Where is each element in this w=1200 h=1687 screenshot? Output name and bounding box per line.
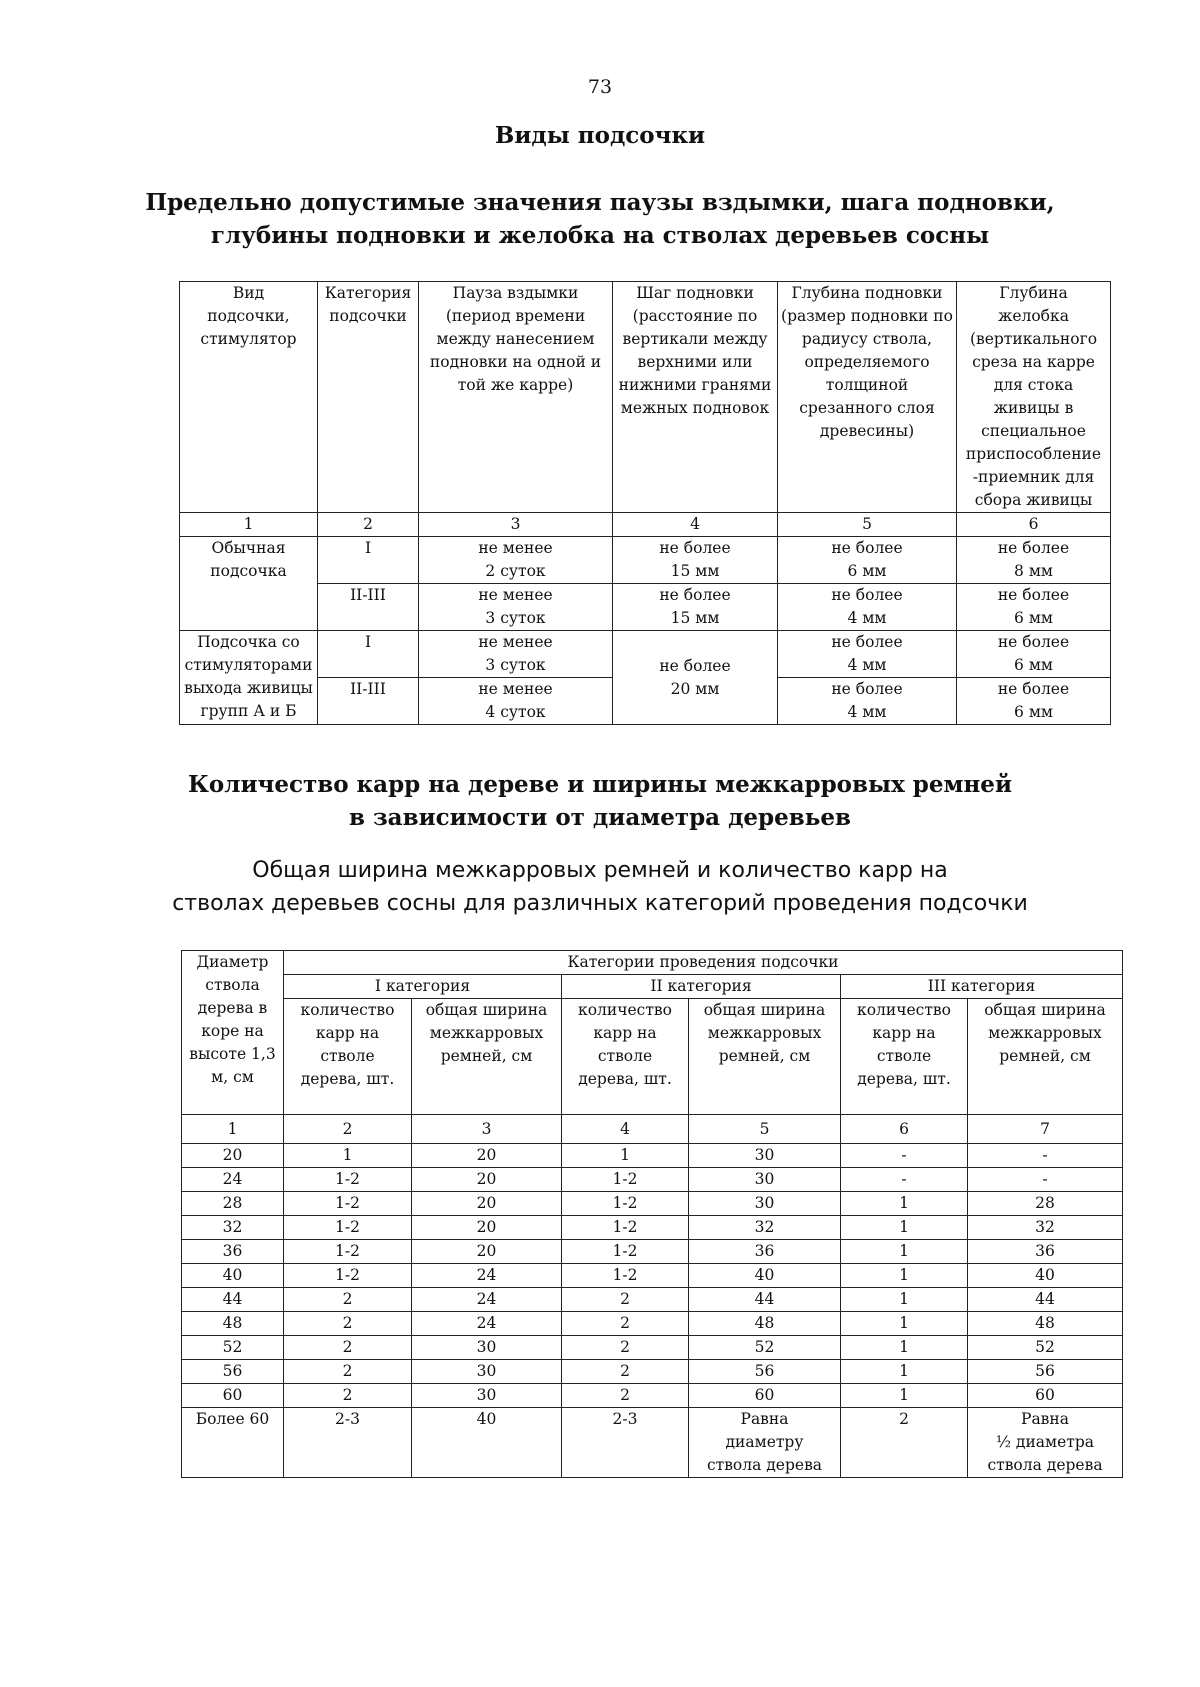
table-cell: 30 [412,1384,562,1408]
diameter-cell: Более 60 [182,1408,284,1478]
pause-cell: не менее 4 суток [419,678,613,725]
pause-cell: не менее 3 суток [419,584,613,631]
table-cell: 2 [284,1360,412,1384]
groove-cell: не более 6 мм [957,678,1111,725]
table-cell: 24 [412,1288,562,1312]
table-cell: 40 [968,1264,1123,1288]
diameter-cell: 32 [182,1216,284,1240]
table2-category-row [182,975,1123,999]
width-header: общая ширина межкарровых ремней, см [689,999,841,1115]
table-cell: 24 [412,1264,562,1288]
table-cell: 56 [689,1360,841,1384]
table-cell: 52 [689,1336,841,1360]
group-label-stimulated: Подсочка со стимуляторами выхода живицы групп А и Б [180,631,318,725]
category-cell: II-III [318,678,419,725]
table-cell: 2 [562,1360,689,1384]
table-cell: 1 [841,1288,968,1312]
table-cell: 1-2 [562,1168,689,1192]
category-cell: I [318,631,419,678]
table-cell: 30 [412,1360,562,1384]
depth-cell: не более 4 мм [778,631,957,678]
step-cell: не более 15 мм [613,537,778,584]
step-cell: не более 20 мм [613,631,778,725]
table-cell: 1 [841,1360,968,1384]
table-cell: 1-2 [284,1168,412,1192]
table-cell: 20 [412,1144,562,1168]
column-number: 1 [180,513,318,537]
diameter-cell: 28 [182,1192,284,1216]
diameter-cell: 52 [182,1336,284,1360]
table-cell: 1 [841,1336,968,1360]
table-cell: 2 [284,1384,412,1408]
table-cell: 40 [412,1408,562,1478]
diameter-cell: 24 [182,1168,284,1192]
table-cell: 2 [284,1288,412,1312]
diameter-header: Диаметр ствола дерева в коре на высоте 1,3 м, см [182,951,284,1115]
table-cell: 1-2 [562,1216,689,1240]
table-cell: 1 [841,1192,968,1216]
table-cell: 1-2 [284,1192,412,1216]
table-cell: 2-3 [284,1408,412,1478]
column-number: 4 [613,513,778,537]
table-row [182,1144,1123,1168]
table1-number-row [180,513,1111,537]
table-cell: Равна диаметру ствола дерева [689,1408,841,1478]
category-name-header: III категория [841,975,1123,999]
diameter-cell: 48 [182,1312,284,1336]
table-cell: 1-2 [284,1240,412,1264]
table-cell: 2 [284,1336,412,1360]
table2-title-line2: в зависимости от диаметра деревьев [349,804,851,831]
table-cell: 48 [968,1312,1123,1336]
table-cell: 36 [689,1240,841,1264]
column-number: 2 [284,1115,412,1144]
table-cell: - [841,1144,968,1168]
column-number: 7 [968,1115,1123,1144]
pause-cell: не менее 2 суток [419,537,613,584]
diameter-cell: 40 [182,1264,284,1288]
carr-count-table [181,950,1123,1478]
table-cell: 1-2 [284,1216,412,1240]
pause-cell: не менее 3 суток [419,631,613,678]
table-cell: 1 [284,1144,412,1168]
table2-number-row [182,1115,1123,1144]
category-name-header: I категория [284,975,562,999]
depth-cell: не более 4 мм [778,678,957,725]
table1-title-line1: Предельно допустимые значения паузы вздымки, шага подновки, [145,189,1055,216]
groove-cell: не более 6 мм [957,584,1111,631]
group-label-ordinary: Обычная подсочка [180,537,318,631]
column-number: 2 [318,513,419,537]
table1-header-cell: Вид подсочки, стимулятор [180,282,318,513]
groove-cell: не более 8 мм [957,537,1111,584]
table-cell: 52 [968,1336,1123,1360]
table-cell: 1 [841,1264,968,1288]
table-row [182,1264,1123,1288]
count-header: количество карр на стволе дерева, шт. [562,999,689,1115]
diameter-cell: 60 [182,1384,284,1408]
width-header: общая ширина межкарровых ремней, см [968,999,1123,1115]
categories-header: Категории проведения подсочки [284,951,1123,975]
table-cell: 30 [412,1336,562,1360]
table-cell: - [968,1168,1123,1192]
table-row [182,1384,1123,1408]
table-cell: 20 [412,1240,562,1264]
table-cell: 2 [841,1408,968,1478]
width-header: общая ширина межкарровых ремней, см [412,999,562,1115]
table-row [182,1360,1123,1384]
table2-subtitle-line1: Общая ширина межкарровых ремней и количество карр на [252,858,948,883]
table-cell: 30 [689,1168,841,1192]
table1-header-cell: Шаг подновки (расстояние по вертикали между верхними или нижними гранями межных подновок [613,282,778,513]
table-cell: 36 [968,1240,1123,1264]
table-cell: 2 [284,1312,412,1336]
table-row [182,1336,1123,1360]
table-row [182,1192,1123,1216]
table-cell: 1 [841,1216,968,1240]
table-row [180,631,1111,678]
table-cell: 2 [562,1384,689,1408]
table-cell: 1-2 [562,1192,689,1216]
table2-subtitle-line2: стволах деревьев сосны для различных категорий проведения подсочки [172,891,1028,916]
count-header: количество карр на стволе дерева, шт. [841,999,968,1115]
table2-header-row [182,951,1123,975]
table1-header-cell: Пауза вздымки (период времени между нанесением подновки на одной и той же карре) [419,282,613,513]
table1-title-line2: глубины подновки и желобка на стволах деревьев сосны [210,222,990,249]
column-number: 6 [841,1115,968,1144]
table-row [182,1240,1123,1264]
table-row [180,537,1111,584]
table-cell: 48 [689,1312,841,1336]
table-cell: 1 [841,1312,968,1336]
table-cell: Равна ½ диаметра ствола дерева [968,1408,1123,1478]
groove-cell: не более 6 мм [957,631,1111,678]
category-name-header: II категория [562,975,841,999]
diameter-cell: 36 [182,1240,284,1264]
table-cell: 1 [841,1384,968,1408]
table-cell: 32 [689,1216,841,1240]
column-number: 5 [778,513,957,537]
table-cell: 28 [968,1192,1123,1216]
column-number: 3 [412,1115,562,1144]
table2-title-line1: Количество карр на дереве и ширины межкарровых ремней [187,771,1013,798]
table1-header-cell: Глубина подновки (размер подновки по радиусу ствола, определяемого толщиной срезанного слоя древесины) [778,282,957,513]
column-number: 4 [562,1115,689,1144]
column-number: 6 [957,513,1111,537]
category-cell: II-III [318,584,419,631]
table-cell: 40 [689,1264,841,1288]
table-cell: 32 [968,1216,1123,1240]
table-cell: 1-2 [562,1240,689,1264]
table2-subheader-row [182,999,1123,1115]
table-cell: 44 [689,1288,841,1312]
table-cell: 30 [689,1144,841,1168]
table-cell: 20 [412,1216,562,1240]
table-cell: 56 [968,1360,1123,1384]
table-cell: 2-3 [562,1408,689,1478]
depth-cell: не более 6 мм [778,537,957,584]
table2-body [182,1144,1123,1478]
table-cell: 1 [841,1240,968,1264]
diameter-cell: 20 [182,1144,284,1168]
table1-header-row [180,282,1111,513]
count-header: количество карр на стволе дерева, шт. [284,999,412,1115]
table1-header-cell: Категория подсочки [318,282,419,513]
table-row [182,1168,1123,1192]
table-cell: 2 [562,1312,689,1336]
step-cell: не более 15 мм [613,584,778,631]
table-row [182,1312,1123,1336]
table-cell: 1 [562,1144,689,1168]
pause-limits-table [179,281,1111,725]
section-title: Виды подсочки [494,122,706,149]
table-cell: - [841,1168,968,1192]
diameter-cell: 44 [182,1288,284,1312]
table-cell: 60 [689,1384,841,1408]
table-row [180,584,1111,631]
table-cell: 20 [412,1168,562,1192]
column-number: 1 [182,1115,284,1144]
table-cell: 30 [689,1192,841,1216]
table-cell: 24 [412,1312,562,1336]
table-cell: 44 [968,1288,1123,1312]
table-cell: 20 [412,1192,562,1216]
table-cell: 1-2 [562,1264,689,1288]
table-cell: 1-2 [284,1264,412,1288]
table-cell: 2 [562,1288,689,1312]
table-row [182,1288,1123,1312]
page-number: 73 [587,76,613,98]
table-row [182,1216,1123,1240]
table-cell: 2 [562,1336,689,1360]
depth-cell: не более 4 мм [778,584,957,631]
diameter-cell: 56 [182,1360,284,1384]
table-row [182,1408,1123,1478]
category-cell: I [318,537,419,584]
column-number: 3 [419,513,613,537]
table1-header-cell: Глубина желобка (вертикального среза на карре для стока живицы в специальное приспособление -приемник для сбора живицы [957,282,1111,513]
column-number: 5 [689,1115,841,1144]
table-cell: - [968,1144,1123,1168]
table-cell: 60 [968,1384,1123,1408]
